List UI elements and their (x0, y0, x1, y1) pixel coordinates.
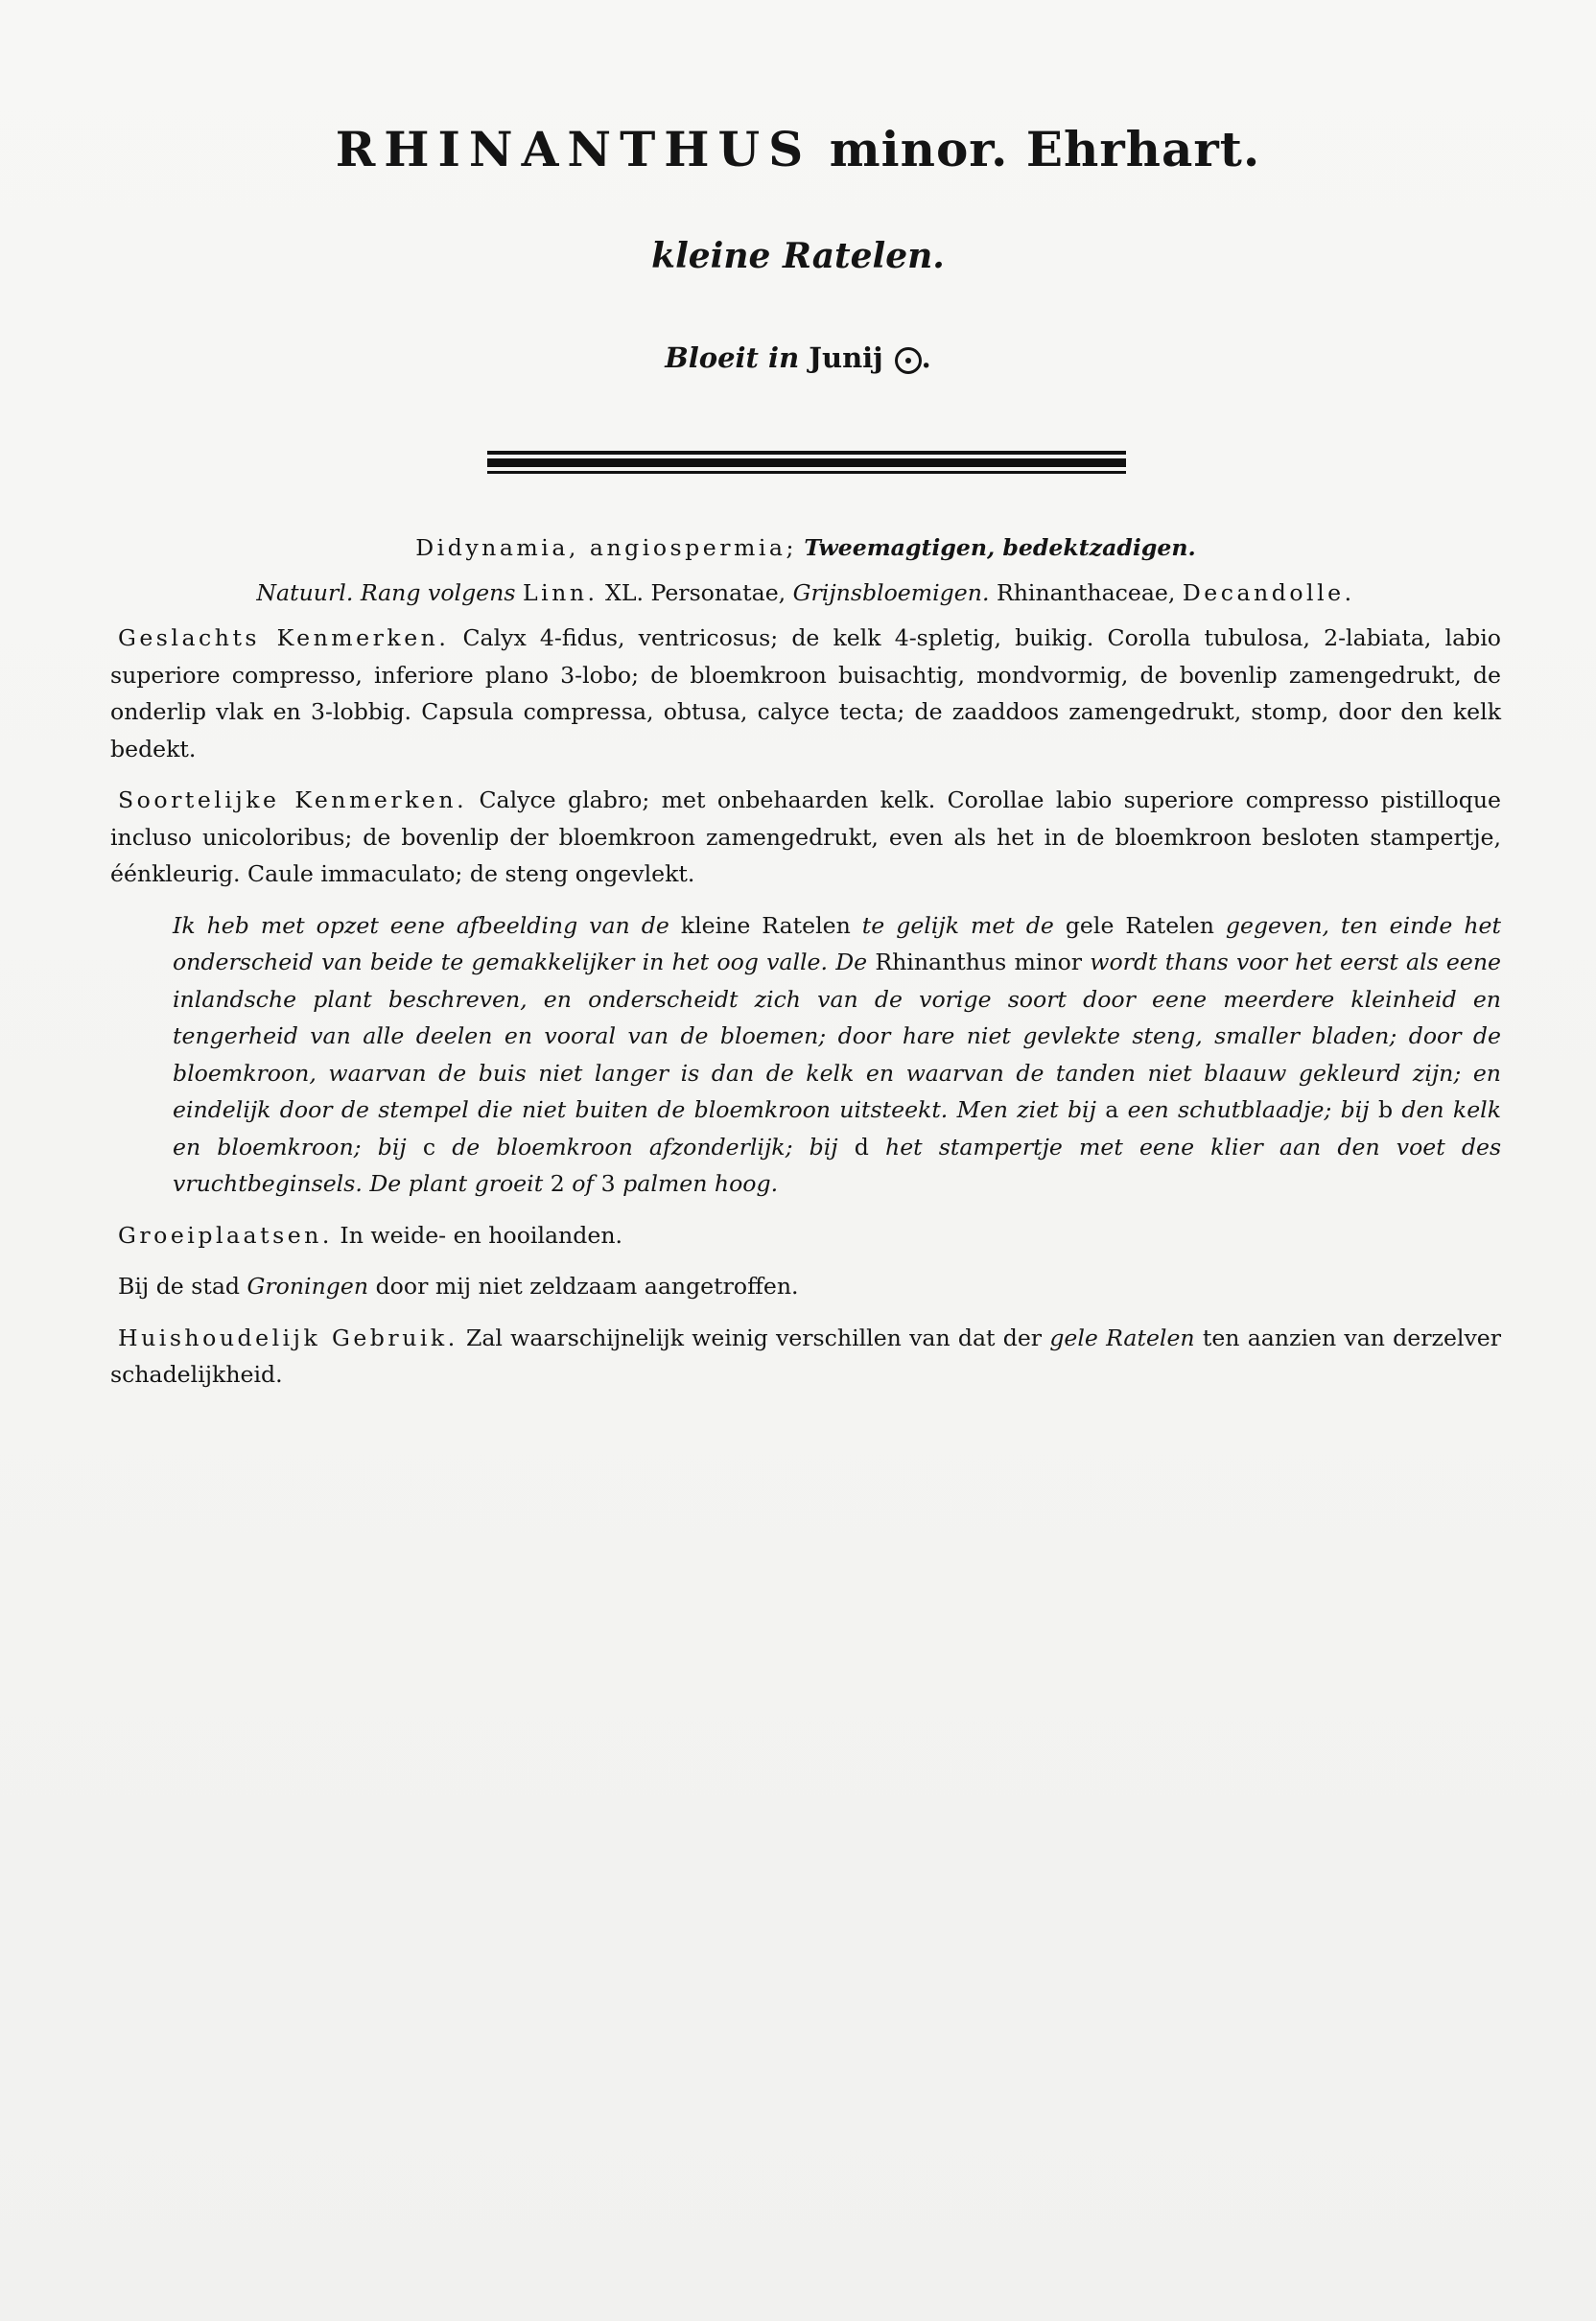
note-figure-letter: c (422, 1133, 436, 1160)
note-text: of (572, 1170, 595, 1197)
note-text: te gelijk met de (861, 911, 1054, 939)
use-post: ten aanzien van derzelver schadelijkheid. (110, 1324, 1502, 1388)
use-label: Huishoudelijk Gebruik. (118, 1324, 458, 1351)
note-text: de bloemkroon afzonderlijk; bij (452, 1133, 838, 1160)
bloom-end: . (921, 341, 931, 374)
note-figure-letter: d (854, 1133, 869, 1160)
rank-linn: Linn. (522, 578, 598, 606)
genus-text: Calyx 4-fidus, ventricosus; de kelk 4-spletig, buikig. Corolla tubulosa, 2-labiata, labio superiore compresso, inferiore plano 3-lobo; de bloemkroon buisachtig, mondvormig, de bovenlip zamengedrukt, de onderlip vlak en 3-lobbig. Capsula compressa, obtusa, calyce tecta; de zaaddoos zamengedrukt, stomp, door den kelk bedekt. (110, 624, 1502, 762)
rank-numeral: XL. (605, 578, 645, 606)
note-number: 3 (600, 1170, 616, 1197)
rank-author: Decandolle. (1182, 578, 1355, 606)
locality-post: door mij niet zeldzaam aangetroffen. (375, 1273, 799, 1300)
rank-family-dutch: Grijnsbloemigen. (792, 578, 990, 606)
household-use (110, 1320, 1501, 1394)
growth-places (110, 1217, 1501, 1254)
genus-characters (110, 620, 1501, 767)
page-title (0, 121, 1596, 177)
description-body (110, 529, 1501, 1394)
note-figure-letter: b (1377, 1096, 1394, 1123)
rank-rhinanthaceae: Rhinanthaceae, (996, 578, 1176, 606)
classification-latin: Didynamia, angiospermia; (415, 534, 797, 561)
divider-rule-bottom (487, 471, 1126, 474)
note-upright: gele Ratelen (1065, 911, 1214, 939)
classification-dutch: Tweemagtigen, bedektzadigen. (804, 534, 1196, 561)
locality-city: Groningen (246, 1273, 369, 1300)
sun-annual-icon (895, 347, 922, 374)
note-text: het stampertje met eene klier aan den voet des vruchtbeginsels. De plant groeit (173, 1133, 1502, 1197)
genus-label: Geslachts Kenmerken. (118, 624, 450, 651)
locality-pre: Bij de stad (118, 1273, 241, 1300)
species-text: Calyce glabro; met onbehaarden kelk. Corollae labio superiore compresso pistilloque incluso unicoloribus; de bovenlip der bloemkroon zamengedrukt, even als het in de bloemkroon besloten stampertje, éénkleurig. Caule immaculato; de steng ongevlekt. (110, 786, 1501, 887)
locality-note (110, 1268, 1501, 1305)
use-italic: gele Ratelen (1049, 1324, 1195, 1351)
note-number: 2 (550, 1170, 565, 1197)
species-label: Soortelijke Kenmerken. (118, 786, 468, 813)
bloom-line (0, 341, 1596, 374)
note-upright: kleine Ratelen (680, 911, 851, 939)
note-figure-letter: a (1105, 1096, 1119, 1123)
natural-rank-line (110, 574, 1501, 612)
note-text: den kelk en bloemkroon; bij (173, 1096, 1502, 1160)
author-note (110, 907, 1501, 1203)
title-genus: RHINANTHUS (335, 121, 812, 177)
note-text: wordt thans voor het eerst als eene inlandsche plant beschreven, en onderscheidt zich van de vorige soort door eene meerdere kleinheid en tengerheid van alle deelen en vooral van de bloemen; door hare niet gevlekte steng, smaller bladen; door de bloemkroon, waarvan de buis niet langer is dan de kelk en waarvan de tanden niet blaauw gekleurd zijn; en eindelijk door de stempel die niet buiten de bloemkroon uitsteekt. Men ziet bij (173, 949, 1502, 1123)
title-rest: minor. Ehrhart. (829, 121, 1261, 177)
classification-line (110, 529, 1501, 567)
note-text: Ik heb met opzet eene afbeelding van de (173, 911, 669, 939)
rank-label: Natuurl. Rang volgens (256, 578, 516, 606)
note-text: gegeven, ten einde het onderscheid van beide te gemakkelijker in het oog valle. De (173, 911, 1502, 975)
species-characters (110, 782, 1501, 893)
note-upright: Rhinanthus minor (875, 949, 1083, 975)
note-text: palmen hoog. (622, 1170, 779, 1197)
divider-rule-thick (487, 458, 1126, 467)
divider-rule-top (487, 451, 1126, 455)
growth-label: Groeiplaatsen. (118, 1221, 333, 1249)
note-text: een schutblaadje; bij (1127, 1096, 1370, 1123)
page-subtitle: kleine Ratelen. (651, 236, 945, 276)
growth-text: In weide- en hooilanden. (340, 1221, 623, 1249)
rank-family: Personatae, (650, 578, 786, 606)
bloom-month: Junij (809, 341, 883, 374)
use-pre: Zal waarschijnelijk weinig verschillen van dat der (465, 1324, 1043, 1351)
bloom-label: Bloeit in (665, 341, 800, 374)
